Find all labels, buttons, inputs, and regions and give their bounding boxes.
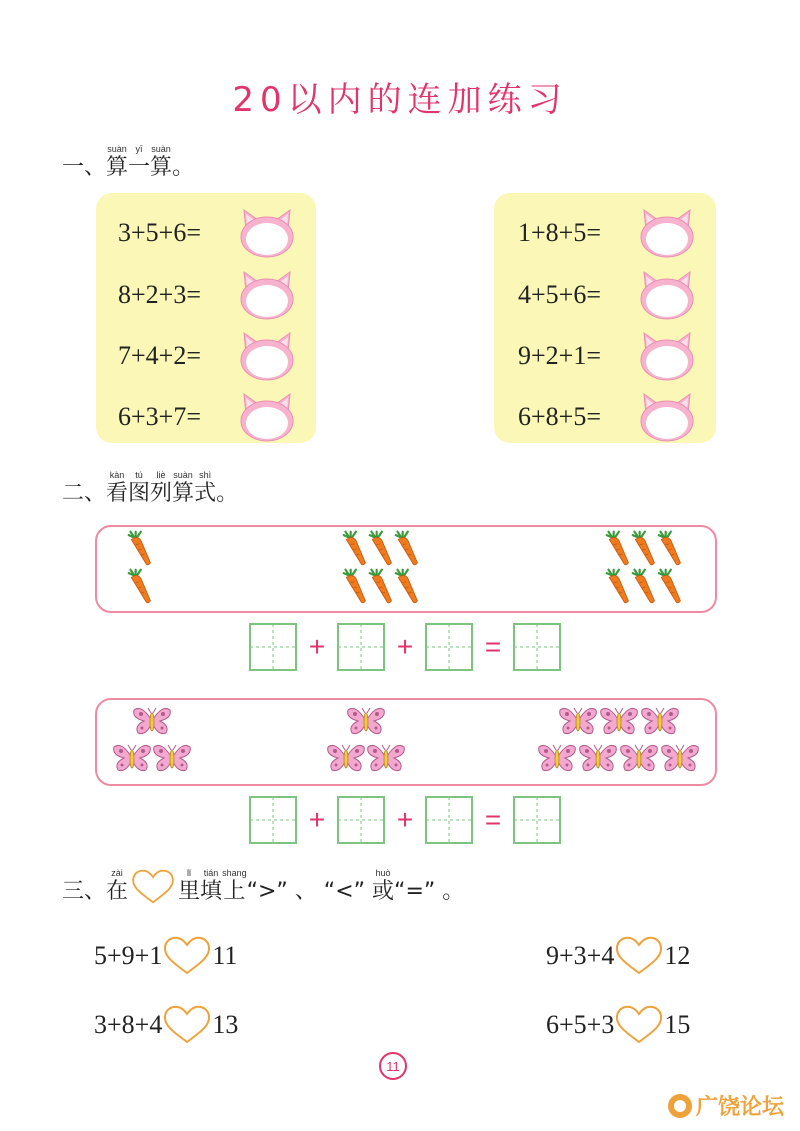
butterfly-icon (640, 706, 680, 736)
section-1-end-mark: 。 (172, 155, 195, 180)
equation-text: 1+8+5= (518, 218, 601, 247)
butterfly-icon (152, 743, 192, 773)
butterfly-icon (660, 743, 700, 773)
equation-row (118, 331, 296, 381)
answer-grid-box[interactable] (513, 796, 561, 844)
ruby-char: tián 填 (200, 868, 223, 904)
equation-text: 3+5+6= (118, 218, 201, 247)
carrot-icon (657, 530, 683, 568)
answer-grid-box[interactable] (337, 623, 385, 671)
carrot-icon (605, 530, 631, 568)
ruby-char: yī 一 (128, 144, 151, 180)
ruby-char: liè 列 (150, 470, 173, 506)
plus-sign: + (308, 804, 326, 835)
ruby-char: suàn 算 (150, 144, 173, 180)
butterfly-icon (112, 743, 152, 773)
carrot-icon (127, 568, 153, 606)
carrot-icon (631, 530, 657, 568)
ruby-char: zài 在 (106, 868, 129, 904)
heart-answer-icon[interactable] (614, 1005, 664, 1045)
section-3-heading (62, 868, 464, 905)
carrot-icon (631, 568, 657, 606)
watermark-logo-icon (668, 1094, 692, 1118)
cat-answer-icon[interactable] (238, 392, 296, 442)
equation-row (518, 392, 696, 442)
cat-answer-icon[interactable] (238, 331, 296, 381)
plus-sign: + (396, 631, 414, 662)
page-number: 11 (379, 1052, 407, 1080)
cat-answer-icon[interactable] (238, 208, 296, 258)
heart-answer-icon[interactable] (614, 936, 664, 976)
comparison-row (546, 1005, 690, 1045)
equation-row (518, 331, 696, 381)
comparison-row (94, 936, 237, 976)
butterfly-equation-row (249, 796, 561, 844)
comparison-right: 15 (664, 1010, 691, 1039)
comparison-left: 5+9+1 (94, 941, 163, 970)
watermark-text: 广饶论坛 (695, 1095, 784, 1120)
ruby-char: suàn 算 (172, 470, 195, 506)
equation-row (518, 270, 696, 320)
equation-row (118, 392, 296, 442)
carrot-icon (605, 568, 631, 606)
answer-grid-box[interactable] (249, 796, 297, 844)
answer-grid-box[interactable] (249, 623, 297, 671)
section-1-number: 一、 (62, 155, 107, 180)
heart-answer-icon[interactable] (162, 936, 212, 976)
butterfly-icon (132, 706, 172, 736)
equation-row (118, 270, 296, 320)
ruby-char: tú 图 (128, 470, 151, 506)
carrot-icon (368, 530, 394, 568)
section-3-number: 三、 (62, 879, 107, 904)
butterfly-icon (366, 743, 406, 773)
butterfly-icon (537, 743, 577, 773)
heart-answer-icon[interactable] (162, 1005, 212, 1045)
cat-answer-icon[interactable] (638, 270, 696, 320)
answer-grid-box[interactable] (425, 623, 473, 671)
comparison-left: 9+3+4 (546, 941, 615, 970)
equals-sign: = (484, 804, 502, 835)
butterfly-icon (578, 743, 618, 773)
section-1-heading (62, 144, 194, 181)
equation-row (118, 208, 296, 258)
symbols-text: “>” 、 “<” (246, 879, 373, 904)
answer-grid-box[interactable] (513, 623, 561, 671)
comparison-row (546, 936, 690, 976)
comparison-left: 6+5+3 (546, 1010, 615, 1039)
ruby-char: shang 上 (222, 868, 247, 904)
equals-sign: = (484, 631, 502, 662)
carrot-icon (394, 568, 420, 606)
equation-text: 9+2+1= (518, 341, 601, 370)
equation-text: 4+5+6= (518, 280, 601, 309)
carrot-icon (657, 568, 683, 606)
equals-text: “=” 。 (394, 879, 465, 904)
carrot-icon (342, 568, 368, 606)
cat-answer-icon[interactable] (638, 392, 696, 442)
ruby-char: huò 或 (372, 868, 395, 904)
comparison-right: 13 (212, 1010, 239, 1039)
carrot-equation-row (249, 623, 561, 671)
equation-text: 6+8+5= (518, 402, 601, 431)
equation-text: 7+4+2= (118, 341, 201, 370)
ruby-char: shì 式 (194, 470, 217, 506)
heart-icon (130, 869, 176, 905)
answer-grid-box[interactable] (425, 796, 473, 844)
cat-answer-icon[interactable] (638, 331, 696, 381)
comparison-right: 11 (212, 941, 238, 970)
ruby-char: kàn 看 (106, 470, 129, 506)
butterfly-icon (599, 706, 639, 736)
carrot-icon (368, 568, 394, 606)
equation-text: 8+2+3= (118, 280, 201, 309)
butterfly-icon (558, 706, 598, 736)
comparison-left: 3+8+4 (94, 1010, 163, 1039)
plus-sign: + (308, 631, 326, 662)
watermark (668, 1090, 784, 1121)
equation-row (518, 208, 696, 258)
answer-grid-box[interactable] (337, 796, 385, 844)
cat-answer-icon[interactable] (238, 270, 296, 320)
carrot-icon (127, 530, 153, 568)
page-title: 20以内的连加练习 (232, 80, 568, 120)
cat-answer-icon[interactable] (638, 208, 696, 258)
butterfly-icon (619, 743, 659, 773)
ruby-char: suàn 算 (106, 144, 129, 180)
carrot-icon (394, 530, 420, 568)
comparison-right: 12 (664, 941, 691, 970)
butterfly-icon (346, 706, 386, 736)
carrot-icon (342, 530, 368, 568)
section-2-heading (62, 470, 238, 507)
section-2-end-mark: 。 (216, 481, 239, 506)
butterfly-icon (326, 743, 366, 773)
equation-text: 6+3+7= (118, 402, 201, 431)
comparison-row (94, 1005, 238, 1045)
plus-sign: + (396, 804, 414, 835)
section-2-number: 二、 (62, 481, 107, 506)
ruby-char: lǐ 里 (178, 868, 201, 904)
